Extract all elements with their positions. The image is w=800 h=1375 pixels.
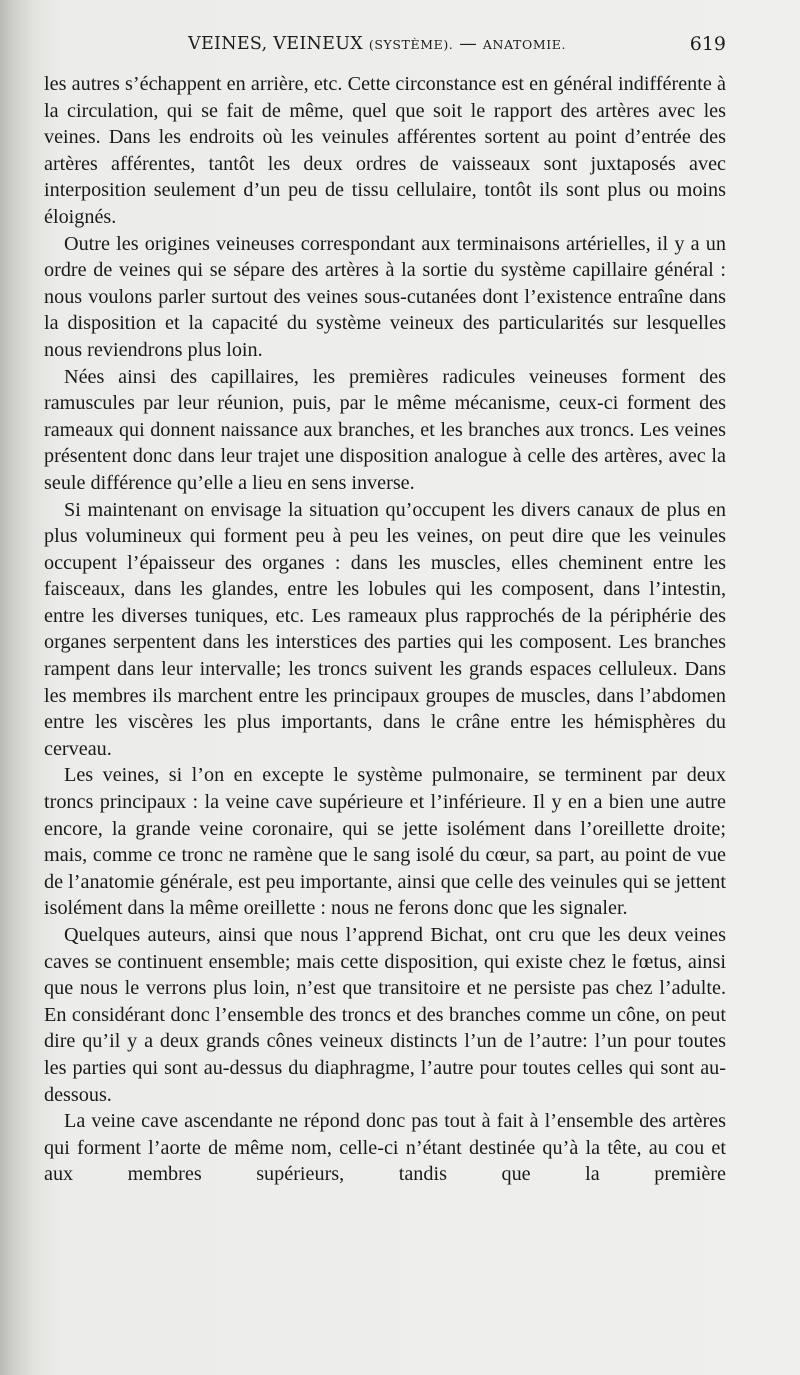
paragraph-5: Les veines, si l’on en excepte le système pulmonaire, se terminent par deux troncs principaux : la veine cave supérieure et l’inférieure. Il y en a bien une autre encore, la grande veine coronaire, qui se jette isolément dans l’oreillette droite; mais, comme ce tronc ne ramène que le sang isolé du cœur, sa part, au point de vue de l’anatomie générale, est peu importante, ainsi que celle des veinules qui se jettent isolément dans la même oreillette : nous ne ferons donc que les signaler. (44, 764, 726, 920)
paragraph-3: Nées ainsi des capillaires, les premières radicules veineuses forment des ramuscules par leur réunion, puis, par le même mécanisme, ceux-ci forment des rameaux qui donnent naissance aux branches, et les branches aux troncs. Les veines présentent donc dans leur trajet une disposition analogue à celle des artères, avec la seule différence qu’elle a lieu en sens inverse. (44, 365, 726, 494)
paragraph-6: Quelques auteurs, ainsi que nous l’apprend Bichat, ont cru que les deux veines caves se continuent ensemble; mais cette disposition, qui existe chez le fœtus, ainsi que nous le verrons plus loin, n’est que transitoire et ne persiste pas chez l’adulte. En considérant donc l’ensemble des troncs et des branches comme un cône, on peut dire qu’il y a deux grands cônes veineux distincts l’un de l’autre: l’un pour toutes les parties qui sont au-dessus du diaphragme, l’autre pour toutes celles qui sont au-dessous. (44, 924, 726, 1106)
paragraph-4: Si maintenant on envisage la situation qu’occupent les divers canaux de plus en plus volumineux qui forment peu à peu les veines, on peut dire que les veinules occupent l’épaisseur des organes : dans les muscles, elles cheminent entre les faisceaux, dans les glandes, entre les lobules qui les composent, dans l’intestin, entre les diverses tuniques, etc. Les rameaux plus rapprochés de la périphérie des organes serpentent dans les interstices des parties qui les composent. Les branches rampent dans leur intervalle; les troncs suivent les grands espaces celluleux. Dans les membres ils marchent entre les principaux groupes de muscles, dans l’abdomen entre les viscères les plus importants, dans le crâne entre les hémisphères du cerveau. (44, 498, 726, 760)
title-parenthetical: (SYSTÈME). (368, 37, 454, 52)
title-section: ANATOMIE. (482, 37, 567, 52)
running-title (188, 34, 566, 54)
page-number: 619 (689, 33, 726, 55)
body-text (44, 71, 726, 1188)
paragraph-1: les autres s’échappent en arrière, etc. Cette circonstance est en général indifférente à la circulation, qui se fait de même, quel que soit le rapport des artères avec les veines. Dans les endroits où les veinules afférentes sortent au point d’entrée des artères afférentes, tantôt les deux ordres de vaisseaux sont juxtaposés avec interposition seulement d’un peu de tissu cellulaire, tontôt ils sont plus ou moins éloignés. (44, 73, 726, 228)
running-header (44, 32, 726, 60)
title-dash: — (453, 34, 483, 54)
title-main: VEINES, VEINEUX (188, 34, 369, 54)
paragraph-2: Outre les origines veineuses correspondant aux terminaisons artérielles, il y a un ordre de veines qui se sépare des artères à la sortie du système capillaire général : nous voulons parler surtout des veines sous-cutanées dont l’existence entraîne dans la disposition et la capacité du système veineux des particularités sur lesquelles nous reviendrons plus loin. (44, 232, 726, 361)
paragraph-7: La veine cave ascendante ne répond donc pas tout à fait à l’ensemble des artères qui forment l’aorte de même nom, celle-ci n’étant destinée qu’à la tête, au cou et aux membres supérieurs, tandis que la première (44, 1110, 726, 1186)
